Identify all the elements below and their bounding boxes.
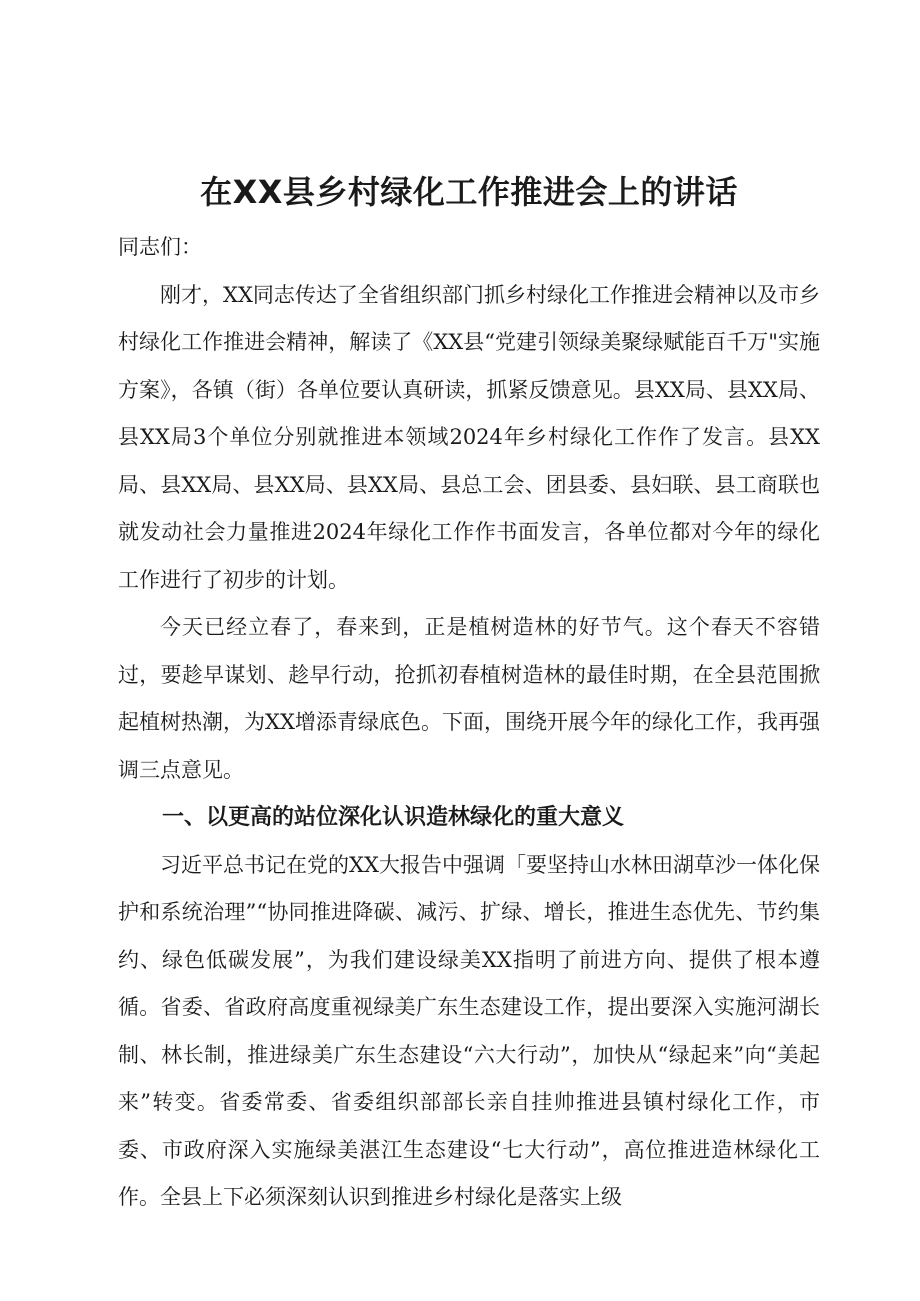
- section-1-paragraph: 习近平总书记在党的XX大报告中强调「要坚持山水林田湖草沙一体化保护和系统治理”“协同推进降碳、减污、扩绿、增长，推进生态优先、节约集约、绿色低碳发展”，为我们建设绿美XX指明了前进方向、提供了根本遵循。省委、省政府高度重视绿美广东生态建设工作，提出要深入实施河湖长制、林长制，推进绿美广东生态建设“六大行动”，加快从“绿起来”向“美起来”转变。省委常委、省委组织部部长亲自挂帅推进县镇村绿化工作，市委、市政府深入实施绿美湛江生态建设“七大行动”，高位推进造林绿化工作。全县上下必须深刻认识到推进乡村绿化是落实上级: [118, 852, 820, 1209]
- section-heading-1: 一、以更高的站位深化认识造林绿化的重大意义: [162, 805, 625, 830]
- paragraph-1: 刚才，XX同志传达了全省组织部门抓乡村绿化工作推进会精神以及市乡村绿化工作推进会精神，解读了《XX县“党建引领绿美聚绿赋能百千万"实施方案》，各镇（街）各单位要认真研读，抓紧反馈意见。县XX局、县XX局、县XX局3个单位分别就推进本领域2024年乡村绿化工作作了发言。县XX局、县XX局、县XX局、县XX局、县总工会、团县委、县妇联、县工商联也就发动社会力量推进2024年绿化工作作书面发言，各单位都对今年的绿化工作进行了初步的计划。: [118, 282, 820, 592]
- salutation: 同志们：: [118, 235, 202, 259]
- document-title: 在XX县乡村绿化工作推进会上的讲话: [200, 173, 738, 211]
- paragraph-2: 今天已经立春了，春来到，正是植树造林的好节气。这个春天不容错过，要趁早谋划、趁早行动，抢抓初春植树造林的最佳时期，在全县范围掀起植树热潮，为XX增添青绿底色。下面，围绕开展今年的绿化工作，我再强调三点意见。: [118, 615, 820, 782]
